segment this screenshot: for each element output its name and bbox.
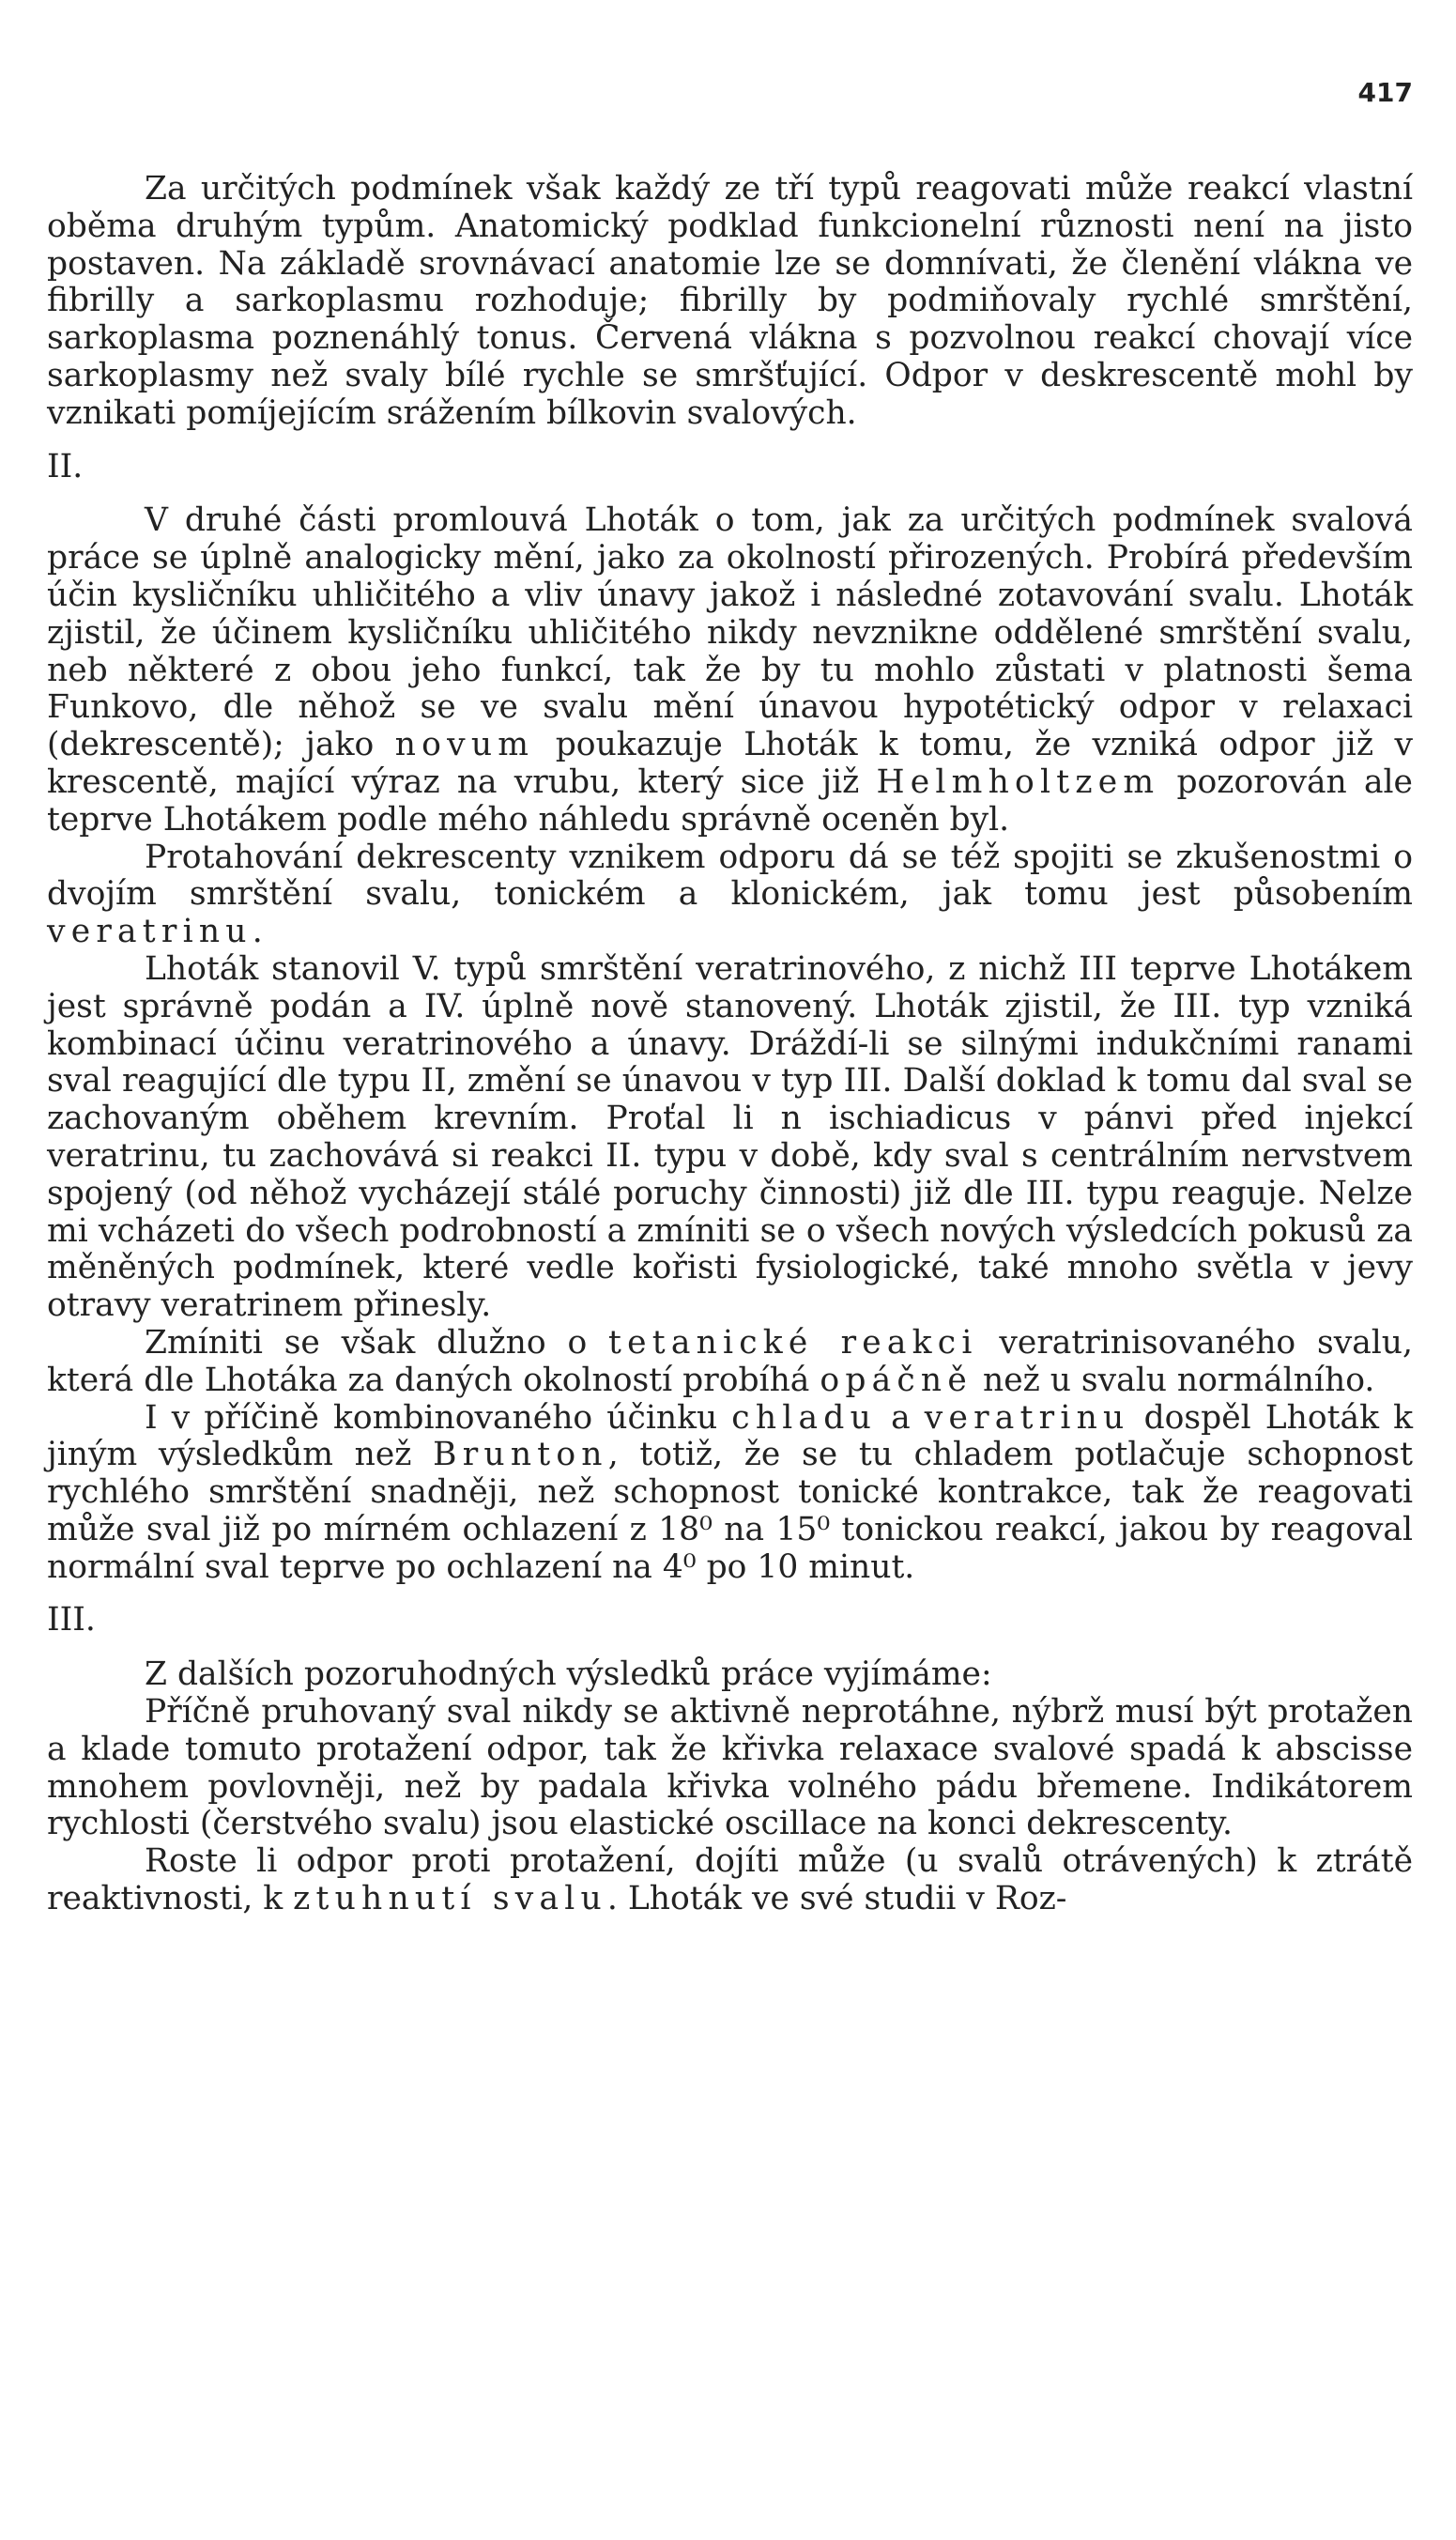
paragraph: Z dalších pozoruhodných výsledků práce vyjímáme: (145, 1655, 992, 1694)
body-text (47, 171, 1413, 1918)
text-run: poukazuje Lhoták k tomu, že vzniká odpor již v krescentě, mající výraz na vrubu, který sice již (47, 726, 1414, 801)
paragraph (47, 1400, 1413, 1587)
paragraph: Za určitých podmínek však každý ze tří typů reagovati může reakcí vlastní oběma druhým typům. Anatomický podklad funkcionelní různosti není na jisto postaven. Na základě srovnávací anatomie lze se domnívati, že členění vlákna ve fibrilly a sarkoplasmu rozhoduje; fibrilly by podmiňovaly rychlé smrštění, sarkoplasma poznenáhlý tonus. Červená vlákna s pozvolnou reakcí chovají více sarkoplasmy než svaly bílé rychle se smršťující. Odpor v deskrescentě mohl by vznikati pomíjejícím srážením bílkovin svalových. (47, 170, 1413, 432)
text-run: Protahování dekrescenty vznikem odporu dá se též spojiti se zkušenostmi o dvojím smrštění svalu, tonickém a klonickém, jak tomu jest působením (47, 838, 1413, 914)
emphasis-text: ztuhnutí svalu (293, 1880, 607, 1918)
paragraph (47, 1325, 1413, 1400)
text-run: . Lhoták ve své studii v Roz- (606, 1880, 1067, 1918)
text-run: , totiž, že se tu chladem potlačuje schopnost rychlého smrštění snadněji, než schopnost tonické kontrakce, tak že reagovati může sval již po mírném ochlazení z 18⁰ na 15⁰ tonickou reakcí, jakou by reagoval normální sval teprve po ochlazení na 4⁰ po 10 minut. (47, 1436, 1414, 1586)
emphasis-text: chladu (731, 1398, 878, 1437)
paragraph (47, 502, 1413, 839)
emphasis-text: novum (394, 726, 535, 764)
text-run: a (891, 1398, 911, 1437)
page-number: 417 (1357, 77, 1413, 108)
text-run: V druhé části promlouvá Lhoták o tom, jak za určitých podmínek svalová práce se úplně analogicky mění, jako za okolností přirozených. Probírá především účin kysličníku uhličitého a vliv únavy jakož i následné zotavování svalu. Lhoták zjistil, že účinem kysličníku uhličitého nikdy nevznikne oddělené smrštění svalu, neb některé z obou jeho funkcí, tak že by tu mohlo zůstati v platnosti šema Funkovo, dle něhož se ve svalu mění únavou hypotétický odpor v relaxaci (dekrescentě); jako (47, 501, 1413, 764)
emphasis-text: veratrinu (924, 1398, 1130, 1437)
text-run: dospěl Lhoták k jiným výsledkům než (47, 1398, 1413, 1474)
paragraph: Příčně pruhovaný sval nikdy se aktivně neprotáhne, nýbrž musí být protažen a klade tomuto protažení odpor, tak že křivka relaxace svalové spadá k abscisse mnohem povlovněji, než by padala křivka volného pádu břemene. Indikátorem rychlosti (čerstvého svalu) jsou elastické oscillace na konci dekrescenty. (47, 1693, 1413, 1843)
emphasis-text: Brunton (433, 1436, 608, 1474)
paragraph (47, 1843, 1413, 1918)
text-run: . (252, 913, 263, 951)
emphasis-text: opáčně (820, 1361, 973, 1399)
section-heading-3: III. (47, 1601, 96, 1639)
paragraph: Lhoták stanovil V. typů smrštění veratrinového, z nichž III teprve Lhotákem jest správně podán a IV. úplně nově stanovený. Lhoták zjistil, že III. typ vzniká kombinací účinu veratrinového a únavy. Dráždí-li se silnými indukčními ranami sval reagující dle typu II, změní se únavou v typ III. Další doklad k tomu dal sval se zachovaným oběhem krevním. Proťal li n ischiadicus v pánvi před injekcí veratrinu, tu zachovává si reakci II. typu v době, kdy sval s centrálním nervstvem spojený (od něhož vycházejí stálé poruchy činnosti) již dle III. typu reaguje. Nelze mi vcházeti do všech podrobností a zmíniti se o všech nových výsledcích pokusů za měněných podmínek, které vedle kořisti fysiologické, také mnoho světla v jevy otravy veratrinem přinesly. (47, 949, 1413, 1325)
text-run: pozorován ale teprve Lhotákem podle mého náhledu správně oceněn byl. (47, 762, 1413, 839)
text-run: než u svalu normálního. (982, 1361, 1375, 1399)
text-run: Roste li odpor proti protažení, dojíti může (u svalů otrávených) k ztrátě reaktivnosti, k (47, 1842, 1413, 1918)
emphasis-text: tetanické reakci (608, 1323, 978, 1362)
text-run: I v příčině kombinovaného účinku (145, 1398, 718, 1437)
text-run: Zmíniti se však dlužno o (145, 1323, 588, 1362)
paragraph (47, 839, 1413, 951)
text-run: veratrinisovaného svalu, která dle Lhotáka za daných okolností probíhá (47, 1323, 1413, 1399)
emphasis-text: Helmholtzem (876, 762, 1160, 801)
section-heading-2: II. (47, 447, 84, 485)
emphasis-text: veratrinu (47, 913, 253, 951)
